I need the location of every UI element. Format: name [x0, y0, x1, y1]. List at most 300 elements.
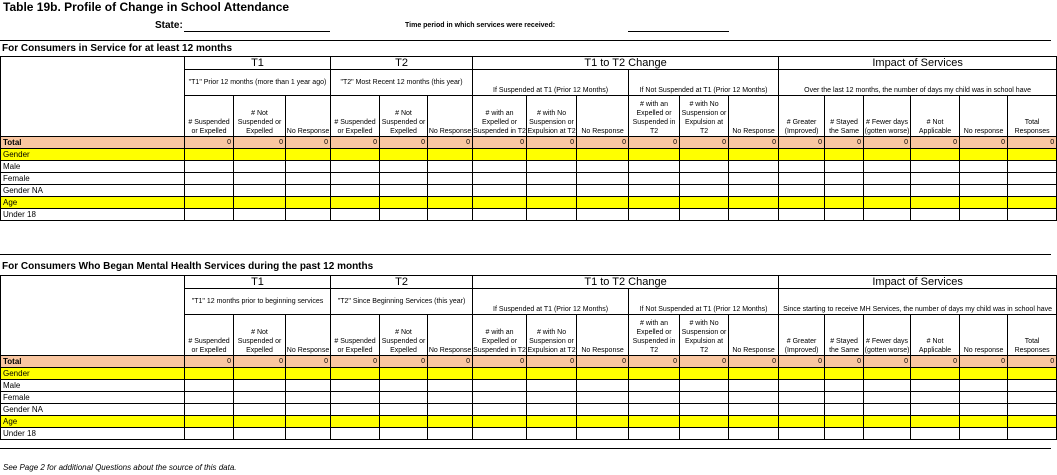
column-header: # Not Suspended or Expelled	[234, 96, 286, 137]
data-cell[interactable]	[185, 209, 234, 221]
data-cell[interactable]	[864, 185, 911, 197]
data-cell[interactable]	[527, 392, 577, 404]
data-cell	[380, 149, 428, 161]
data-cell[interactable]	[911, 380, 960, 392]
data-cell	[473, 416, 527, 428]
column-header: # with an Expelled or Suspended in T2	[473, 315, 527, 356]
subheader-t2: "T2" Since Beginning Services (this year)	[331, 289, 473, 315]
data-cell	[428, 416, 473, 428]
data-cell	[911, 368, 960, 380]
data-cell: 0	[577, 137, 629, 149]
data-cell: 0	[729, 137, 779, 149]
data-cell[interactable]	[911, 404, 960, 416]
data-cell[interactable]	[864, 173, 911, 185]
data-cell[interactable]	[729, 173, 779, 185]
data-cell[interactable]	[825, 209, 864, 221]
column-header: No Response	[286, 96, 331, 137]
data-cell	[729, 149, 779, 161]
data-cell[interactable]	[825, 173, 864, 185]
data-cell[interactable]	[577, 428, 629, 440]
data-cell	[864, 416, 911, 428]
data-cell: 0	[527, 356, 577, 368]
data-cell[interactable]	[729, 404, 779, 416]
data-cell	[960, 149, 1008, 161]
data-cell	[680, 416, 729, 428]
data-cell[interactable]	[825, 392, 864, 404]
data-cell[interactable]	[960, 209, 1008, 221]
column-header: # Suspended or Expelled	[185, 315, 234, 356]
data-cell: 0	[234, 137, 286, 149]
data-cell[interactable]	[234, 173, 286, 185]
data-cell[interactable]	[331, 209, 380, 221]
data-cell[interactable]	[825, 185, 864, 197]
data-cell[interactable]	[331, 380, 380, 392]
row-label-header	[1, 276, 185, 356]
data-cell[interactable]	[234, 185, 286, 197]
data-cell	[960, 416, 1008, 428]
data-cell[interactable]	[286, 404, 331, 416]
data-cell: 0	[864, 356, 911, 368]
row-label: Gender NA	[1, 185, 185, 197]
subheader-t2: "T2" Most Recent 12 months (this year)	[331, 70, 473, 96]
column-header: # Not Suspended or Expelled	[380, 315, 428, 356]
data-cell[interactable]	[286, 161, 331, 173]
data-cell[interactable]	[234, 380, 286, 392]
data-cell[interactable]	[331, 161, 380, 173]
data-cell: 0	[577, 356, 629, 368]
data-cell[interactable]	[380, 392, 428, 404]
data-cell: 0	[286, 137, 331, 149]
data-cell[interactable]	[729, 209, 779, 221]
divider	[0, 254, 1051, 255]
data-cell[interactable]	[960, 404, 1008, 416]
data-cell[interactable]	[286, 185, 331, 197]
data-cell[interactable]	[629, 380, 680, 392]
data-cell[interactable]	[428, 428, 473, 440]
data-cell[interactable]	[185, 173, 234, 185]
data-cell[interactable]	[234, 404, 286, 416]
data-cell: 0	[428, 137, 473, 149]
category-row	[1, 368, 1057, 380]
column-header: # Fewer days (gotten worse)	[864, 96, 911, 137]
data-cell	[331, 368, 380, 380]
group-t1-header: T1	[185, 57, 331, 70]
data-cell[interactable]	[960, 161, 1008, 173]
data-cell[interactable]	[527, 428, 577, 440]
row-label: Total	[1, 137, 185, 149]
data-cell[interactable]	[864, 392, 911, 404]
data-cell	[629, 368, 680, 380]
divider	[0, 40, 1051, 41]
row-label: Female	[1, 173, 185, 185]
data-cell[interactable]	[1008, 209, 1057, 221]
group-header-row	[1, 276, 1057, 289]
data-cell	[864, 197, 911, 209]
data-cell: 0	[331, 356, 380, 368]
data-cell[interactable]	[680, 380, 729, 392]
data-cell[interactable]	[680, 428, 729, 440]
subheader-t1: "T1" Prior 12 months (more than 1 year ago)	[185, 70, 331, 96]
data-cell[interactable]	[380, 380, 428, 392]
data-cell[interactable]	[527, 173, 577, 185]
data-cell[interactable]	[527, 185, 577, 197]
data-cell[interactable]	[331, 173, 380, 185]
data-cell	[577, 149, 629, 161]
data-cell[interactable]	[331, 428, 380, 440]
data-cell[interactable]	[185, 392, 234, 404]
data-cell[interactable]	[1008, 173, 1057, 185]
data-cell[interactable]	[680, 173, 729, 185]
data-cell[interactable]	[779, 185, 825, 197]
column-header: # Fewer days (gotten worse)	[864, 315, 911, 356]
data-cell	[864, 368, 911, 380]
data-cell[interactable]	[729, 185, 779, 197]
column-header: No Response	[577, 96, 629, 137]
data-cell[interactable]	[960, 380, 1008, 392]
column-header: # Not Suspended or Expelled	[380, 96, 428, 137]
data-cell: 0	[1008, 137, 1057, 149]
data-cell	[473, 197, 527, 209]
data-cell	[234, 197, 286, 209]
data-cell[interactable]	[473, 392, 527, 404]
data-cell	[960, 197, 1008, 209]
state-field[interactable]	[184, 31, 330, 32]
data-cell	[629, 197, 680, 209]
data-cell	[380, 416, 428, 428]
data-cell[interactable]	[577, 392, 629, 404]
data-cell	[629, 149, 680, 161]
data-cell[interactable]	[234, 428, 286, 440]
data-cell[interactable]	[779, 380, 825, 392]
table-row	[1, 185, 1057, 197]
data-cell[interactable]	[911, 209, 960, 221]
data-cell: 0	[825, 137, 864, 149]
data-cell: 0	[779, 356, 825, 368]
column-header: # Stayed the Same	[825, 96, 864, 137]
data-cell[interactable]	[577, 161, 629, 173]
data-cell	[185, 368, 234, 380]
data-cell[interactable]	[680, 185, 729, 197]
divider	[0, 448, 1051, 449]
row-label: Female	[1, 392, 185, 404]
data-cell[interactable]	[234, 392, 286, 404]
data-cell[interactable]	[428, 404, 473, 416]
data-cell[interactable]	[331, 392, 380, 404]
column-header: Total Responses	[1008, 96, 1057, 137]
data-cell[interactable]	[428, 392, 473, 404]
data-cell[interactable]	[577, 173, 629, 185]
data-cell	[286, 197, 331, 209]
data-cell	[911, 197, 960, 209]
time-period-field[interactable]	[628, 31, 729, 32]
data-cell	[729, 197, 779, 209]
data-cell	[234, 416, 286, 428]
data-cell[interactable]	[1008, 392, 1057, 404]
data-cell: 0	[234, 356, 286, 368]
column-header: # Suspended or Expelled	[331, 96, 380, 137]
data-cell: 0	[779, 137, 825, 149]
data-cell	[234, 368, 286, 380]
column-header: # Not Applicable	[911, 96, 960, 137]
data-cell[interactable]	[680, 161, 729, 173]
row-label: Under 18	[1, 428, 185, 440]
category-row	[1, 197, 1057, 209]
data-cell	[527, 368, 577, 380]
data-cell[interactable]	[629, 161, 680, 173]
data-cell[interactable]	[680, 392, 729, 404]
column-header: # with No Suspension or Expulsion at T2	[527, 315, 577, 356]
data-cell[interactable]	[428, 209, 473, 221]
data-cell: 0	[680, 356, 729, 368]
row-label: Under 18	[1, 209, 185, 221]
data-cell	[577, 416, 629, 428]
column-header: # with an Expelled or Suspended in T2	[473, 96, 527, 137]
data-cell	[185, 197, 234, 209]
total-row	[1, 137, 1057, 149]
column-header: No Response	[729, 315, 779, 356]
data-cell[interactable]	[577, 404, 629, 416]
data-cell	[428, 149, 473, 161]
subheader-impact: Over the last 12 months, the number of days my child was in school have	[779, 70, 1057, 96]
data-cell[interactable]	[234, 161, 286, 173]
column-header: # Not Applicable	[911, 315, 960, 356]
data-cell[interactable]	[577, 185, 629, 197]
column-header: No Response	[428, 96, 473, 137]
data-cell[interactable]	[911, 185, 960, 197]
row-label: Gender NA	[1, 404, 185, 416]
data-cell[interactable]	[185, 380, 234, 392]
data-cell[interactable]	[680, 404, 729, 416]
data-cell[interactable]	[911, 392, 960, 404]
data-cell[interactable]	[911, 173, 960, 185]
data-cell[interactable]	[779, 209, 825, 221]
subheader-if-not-suspended: If Not Suspended at T1 (Prior 12 Months)	[629, 289, 779, 315]
data-cell[interactable]	[680, 209, 729, 221]
data-cell[interactable]	[577, 209, 629, 221]
subheader-if-suspended: If Suspended at T1 (Prior 12 Months)	[473, 289, 629, 315]
data-cell	[825, 197, 864, 209]
data-cell[interactable]	[286, 380, 331, 392]
data-cell	[680, 197, 729, 209]
data-cell[interactable]	[577, 380, 629, 392]
data-cell	[331, 149, 380, 161]
data-cell	[825, 416, 864, 428]
data-cell	[577, 197, 629, 209]
data-cell	[911, 149, 960, 161]
data-cell[interactable]	[380, 428, 428, 440]
data-cell: 0	[1008, 356, 1057, 368]
data-cell[interactable]	[286, 392, 331, 404]
data-cell[interactable]	[729, 380, 779, 392]
data-cell[interactable]	[1008, 428, 1057, 440]
data-cell[interactable]	[380, 173, 428, 185]
table-row	[1, 392, 1057, 404]
group-t2-header: T2	[331, 276, 473, 289]
data-cell[interactable]	[380, 209, 428, 221]
data-cell: 0	[527, 137, 577, 149]
data-cell[interactable]	[1008, 161, 1057, 173]
data-cell[interactable]	[286, 173, 331, 185]
data-cell	[729, 368, 779, 380]
data-cell[interactable]	[428, 380, 473, 392]
data-cell	[331, 197, 380, 209]
data-cell[interactable]	[960, 428, 1008, 440]
data-cell: 0	[629, 137, 680, 149]
data-cell[interactable]	[960, 392, 1008, 404]
data-cell	[577, 368, 629, 380]
data-cell[interactable]	[629, 185, 680, 197]
data-cell: 0	[473, 356, 527, 368]
data-cell[interactable]	[473, 173, 527, 185]
column-header: # Suspended or Expelled	[331, 315, 380, 356]
data-cell[interactable]	[380, 161, 428, 173]
data-cell	[825, 149, 864, 161]
data-cell: 0	[473, 137, 527, 149]
data-cell[interactable]	[473, 404, 527, 416]
data-cell: 0	[911, 356, 960, 368]
column-header: # Greater (Improved)	[779, 96, 825, 137]
data-cell[interactable]	[473, 380, 527, 392]
data-cell[interactable]	[864, 428, 911, 440]
data-cell[interactable]	[428, 161, 473, 173]
data-cell[interactable]	[428, 185, 473, 197]
data-cell: 0	[729, 356, 779, 368]
group-t1-t2-change-header: T1 to T2 Change	[473, 276, 779, 289]
data-cell	[911, 416, 960, 428]
table-row	[1, 161, 1057, 173]
data-cell[interactable]	[473, 209, 527, 221]
data-cell	[779, 368, 825, 380]
data-cell[interactable]	[779, 428, 825, 440]
subheader-impact: Since starting to receive MH Services, the number of days my child was in school have	[779, 289, 1057, 315]
category-row	[1, 149, 1057, 161]
data-cell[interactable]	[911, 428, 960, 440]
data-cell[interactable]	[185, 161, 234, 173]
data-cell[interactable]	[629, 392, 680, 404]
data-cell	[428, 368, 473, 380]
table-row	[1, 209, 1057, 221]
data-table	[0, 275, 1057, 440]
data-cell[interactable]	[779, 392, 825, 404]
table-row	[1, 380, 1057, 392]
column-header: No response	[960, 315, 1008, 356]
data-cell[interactable]	[825, 404, 864, 416]
data-cell[interactable]	[779, 161, 825, 173]
data-cell	[527, 416, 577, 428]
data-cell[interactable]	[960, 173, 1008, 185]
data-cell	[779, 149, 825, 161]
row-label: Gender	[1, 149, 185, 161]
data-cell[interactable]	[527, 161, 577, 173]
data-cell[interactable]	[527, 209, 577, 221]
group-t2-header: T2	[331, 57, 473, 70]
data-cell: 0	[911, 137, 960, 149]
data-cell[interactable]	[629, 209, 680, 221]
column-header: # with No Suspension or Expulsion at T2	[527, 96, 577, 137]
data-cell[interactable]	[428, 173, 473, 185]
data-cell[interactable]	[729, 161, 779, 173]
data-cell[interactable]	[825, 428, 864, 440]
column-header: Total Responses	[1008, 315, 1057, 356]
data-cell[interactable]	[779, 173, 825, 185]
data-cell	[680, 149, 729, 161]
state-label: State:	[155, 20, 183, 31]
data-cell[interactable]	[629, 173, 680, 185]
data-cell[interactable]	[729, 428, 779, 440]
data-cell: 0	[380, 137, 428, 149]
data-cell[interactable]	[185, 428, 234, 440]
data-cell[interactable]	[286, 428, 331, 440]
data-cell: 0	[680, 137, 729, 149]
data-cell	[1008, 416, 1057, 428]
data-cell	[527, 197, 577, 209]
data-cell[interactable]	[864, 161, 911, 173]
data-cell[interactable]	[185, 404, 234, 416]
data-cell[interactable]	[629, 428, 680, 440]
data-cell[interactable]	[729, 392, 779, 404]
data-cell[interactable]	[286, 209, 331, 221]
data-cell[interactable]	[527, 404, 577, 416]
data-cell	[680, 368, 729, 380]
data-cell[interactable]	[527, 380, 577, 392]
data-cell[interactable]	[825, 161, 864, 173]
data-cell	[185, 416, 234, 428]
data-cell[interactable]	[331, 185, 380, 197]
data-cell[interactable]	[380, 185, 428, 197]
data-cell: 0	[428, 356, 473, 368]
data-cell[interactable]	[864, 404, 911, 416]
data-cell	[825, 368, 864, 380]
data-cell[interactable]	[380, 404, 428, 416]
data-cell	[331, 416, 380, 428]
group-t1-header: T1	[185, 276, 331, 289]
section-1-title: For Consumers in Service for at least 12 months	[2, 43, 233, 54]
data-cell	[234, 149, 286, 161]
data-cell	[864, 149, 911, 161]
data-cell[interactable]	[825, 380, 864, 392]
row-label: Age	[1, 416, 185, 428]
data-cell[interactable]	[473, 185, 527, 197]
data-cell[interactable]	[331, 404, 380, 416]
data-cell	[1008, 368, 1057, 380]
data-cell[interactable]	[1008, 380, 1057, 392]
data-cell[interactable]	[473, 161, 527, 173]
data-cell	[1008, 149, 1057, 161]
data-cell[interactable]	[629, 404, 680, 416]
data-cell	[473, 149, 527, 161]
data-cell[interactable]	[1008, 404, 1057, 416]
data-cell	[380, 368, 428, 380]
data-cell[interactable]	[911, 161, 960, 173]
data-cell[interactable]	[1008, 185, 1057, 197]
data-cell[interactable]	[779, 404, 825, 416]
data-cell: 0	[825, 356, 864, 368]
data-cell	[779, 416, 825, 428]
data-cell	[286, 149, 331, 161]
data-cell[interactable]	[185, 185, 234, 197]
data-cell	[779, 197, 825, 209]
column-header: # with an Expelled or Suspended in T2	[629, 96, 680, 137]
data-cell	[1008, 197, 1057, 209]
data-cell[interactable]	[234, 209, 286, 221]
data-cell[interactable]	[473, 428, 527, 440]
data-cell	[185, 149, 234, 161]
column-header: # Suspended or Expelled	[185, 96, 234, 137]
data-cell[interactable]	[864, 209, 911, 221]
data-cell[interactable]	[960, 185, 1008, 197]
group-impact-header: Impact of Services	[779, 276, 1057, 289]
data-cell[interactable]	[864, 380, 911, 392]
